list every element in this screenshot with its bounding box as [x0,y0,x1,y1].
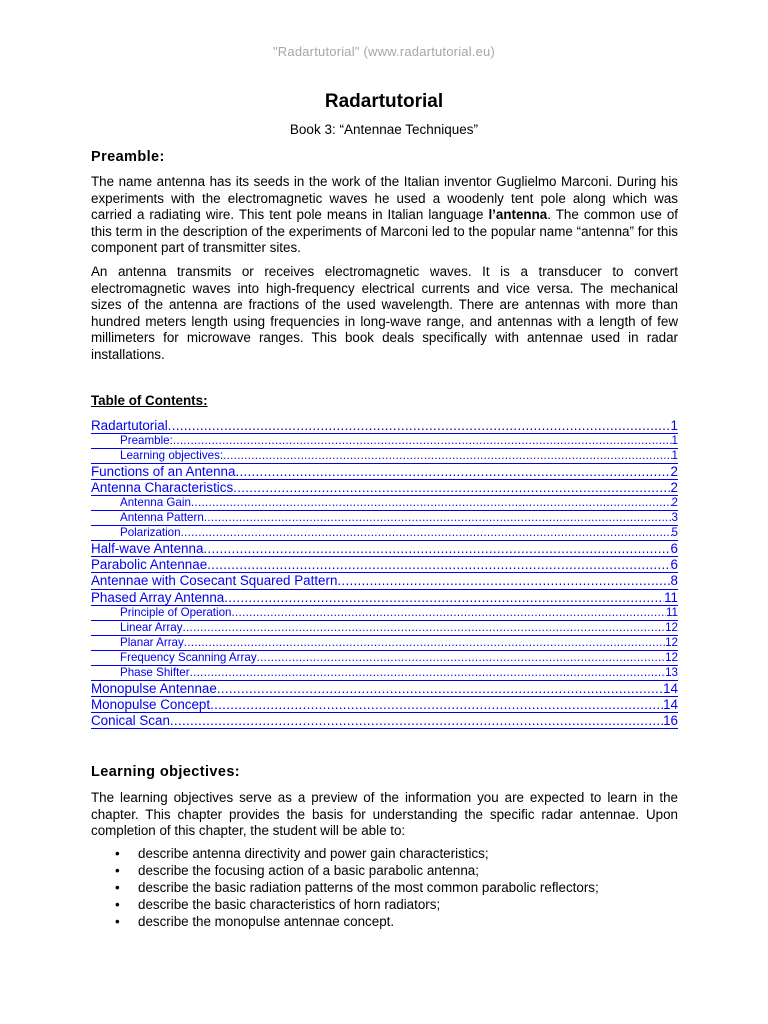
toc-entry-page: 8 [670,573,678,589]
toc-entry-page: 11 [664,589,678,605]
toc-leader-dots [224,590,664,605]
toc-entry-label: Monopulse Concept [91,696,211,712]
toc-entry-label: Antennae with Cosecant Squared Pattern [91,573,338,589]
toc-entry-label: Learning objectives: [120,449,224,463]
toc-entry[interactable] [91,606,678,621]
running-header: "Radartutorial" (www.radartutorial.eu) [272,44,496,59]
toc-leader-dots [183,621,666,635]
toc-leader-dots [203,541,670,556]
page-subtitle: Book 3: “Antennae Techniques” [289,122,479,137]
toc-entry-label: Frequency Scanning Array [120,650,257,664]
toc-entry-label: Principle of Operation [120,605,232,619]
toc-entry[interactable] [91,464,678,480]
toc-entry[interactable] [91,697,678,713]
toc-entry-label: Antenna Pattern [120,511,204,525]
toc-leader-dots [191,496,672,510]
toc-leader-dots [257,651,665,665]
toc-entry-page: 12 [665,635,678,649]
learning-objective-item: • describe the basic radiation patterns of the most common parabolic reflectors; [91,879,678,896]
toc-entry-label: Polarization [120,526,181,540]
toc-entry-page: 6 [670,557,678,573]
toc-entry-label: Functions of an Antenna [91,464,236,480]
preamble-paragraph-2: An antenna transmits or receives electromagnetic waves. It is a transducer to convert electromagnetic waves into high-frequency electrical currents and vice versa. The mechanical sizes of the antenna are fractions of the used wavelength. There are antennas with more than hundred meters length using frequencies in long-wave range, and antennas with a length of few millimeters for microwave ranges. This book deals specifically with antennae used in radar installations. [91,264,678,362]
toc-entry-page: 1 [671,434,678,448]
toc-entry[interactable] [91,449,678,464]
toc-entry-page: 5 [671,526,678,540]
toc-entry-page: 3 [671,511,678,525]
toc-entry-page: 12 [665,650,678,664]
toc-entry-label: Conical Scan [91,712,170,728]
toc-entry[interactable] [91,541,678,557]
toc-entry[interactable] [91,434,678,449]
toc-entry-label: Linear Array [120,620,183,634]
toc-entry[interactable] [91,418,678,434]
page-title: Radartutorial [324,91,444,112]
learning-objective-item: • describe antenna directivity and power gain characteristics; [91,845,678,862]
toc-entry-page: 16 [663,712,678,728]
toc-leader-dots [207,557,670,572]
toc-leader-dots [168,418,671,433]
toc-entry-page: 12 [665,620,678,634]
toc-entry-label: Phased Array Antenna [91,589,225,605]
toc-leader-dots [173,434,672,448]
toc-entry[interactable] [91,557,678,573]
toc-entry[interactable] [91,651,678,666]
toc-leader-dots [184,636,665,650]
toc-entry[interactable] [91,636,678,651]
toc-leader-dots [232,606,666,620]
toc-heading: Table of Contents: [91,393,208,408]
toc-entry-label: Preamble: [120,434,173,448]
learning-objective-item: • describe the monopulse antennae concept. [91,913,678,930]
preamble-p1-text-b: . The common use of this term in the description of the experiments of Marconi led to the popular name “antenna” for this component part of transmitter sites. [91,207,678,256]
toc-entry-page: 13 [665,665,678,679]
toc-entry-page: 1 [670,418,678,433]
toc-leader-dots [337,573,670,588]
toc-entry[interactable] [91,590,678,606]
toc-leader-dots [223,449,671,463]
toc-entry[interactable] [91,480,678,496]
preamble-paragraph-1 [91,174,678,257]
toc-entry-label: Radartutorial [91,418,168,433]
toc-leader-dots [235,464,670,479]
toc-entry-label: Antenna Characteristics [91,480,234,496]
toc-entry[interactable] [91,496,678,511]
toc-entry[interactable] [91,681,678,697]
learning-objectives-heading: Learning objectives: [91,764,241,780]
toc-leader-dots [217,681,663,696]
toc-entry-page: 6 [670,541,678,557]
preamble-heading: Preamble: [91,149,165,165]
toc-entry-label: Parabolic Antennae [91,557,208,573]
toc-entry-label: Monopulse Antennae [91,680,217,696]
toc-entry-page: 1 [671,449,678,463]
learning-objective-item: • describe the focusing action of a basic parabolic antenna; [91,862,678,879]
toc-entry[interactable] [91,526,678,541]
toc-entry-page: 2 [671,496,678,510]
learning-objectives-intro: The learning objectives serve as a preview of the information you are expected to learn in the chapter. This chapter provides the basis for understanding the specific radar antennae. Upon completion of this chapter, the student will be able to: [91,790,678,839]
toc-leader-dots [210,697,663,712]
learning-objective-item: • describe the basic characteristics of horn radiators; [91,896,678,913]
toc-entry-label: Planar Array [120,635,184,649]
toc-entry-page: 11 [665,605,678,619]
toc-entry-label: Phase Shifter [120,665,190,679]
toc-entry[interactable] [91,511,678,526]
toc-entry-label: Antenna Gain [120,496,191,510]
learning-objectives-list [91,845,678,930]
toc-leader-dots [181,526,672,540]
toc-leader-dots [170,713,663,728]
toc-entry-page: 2 [670,464,678,480]
toc-entry-page: 14 [663,696,678,712]
toc-leader-dots [204,511,672,525]
toc-entry[interactable] [91,573,678,589]
toc-entry[interactable] [91,621,678,636]
preamble-p1-bold-term: l’antenna [488,207,548,223]
toc-leader-dots [233,480,670,495]
toc-leader-dots [190,666,665,680]
toc-entry-page: 2 [670,480,678,496]
toc-entry[interactable] [91,666,678,681]
preamble-p1-text-a: The name antenna has its seeds in the work of the Italian inventor Guglielmo Marconi. During his experiments with the electromagnetic waves he used a woodenly tent pole along which was carried a radiating wire. This tent pole means in Italian language [91,174,678,223]
toc-entry[interactable] [91,713,678,729]
table-of-contents [91,418,678,729]
toc-entry-label: Half-wave Antenna [91,541,204,557]
toc-entry-page: 14 [663,680,678,696]
